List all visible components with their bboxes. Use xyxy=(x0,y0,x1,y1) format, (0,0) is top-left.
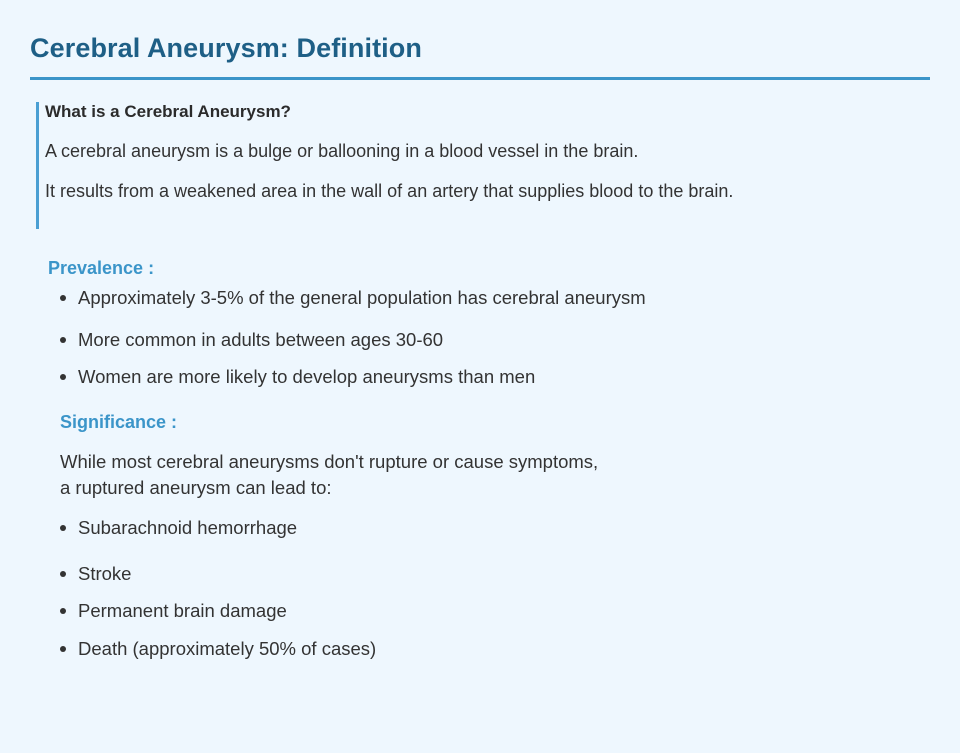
significance-intro-line: While most cerebral aneurysms don't rupture or cause symptoms, xyxy=(60,451,599,472)
prevalence-list-item xyxy=(60,329,443,351)
definition-block xyxy=(36,102,919,229)
bullet-icon xyxy=(60,646,66,652)
significance-item-text: Stroke xyxy=(78,563,132,584)
significance-list-item xyxy=(60,517,297,539)
title-divider xyxy=(30,77,930,80)
definition-line: It results from a weakened area in the wall of an artery that supplies blood to the brain. xyxy=(45,181,734,201)
bullet-icon xyxy=(60,608,66,614)
bullet-icon xyxy=(60,571,66,577)
significance-intro xyxy=(60,449,598,501)
definition-heading: What is a Cerebral Aneurysm? xyxy=(45,102,291,121)
significance-list-item xyxy=(60,563,131,585)
prevalence-list-item xyxy=(60,366,535,388)
definition-line: A cerebral aneurysm is a bulge or ballooning in a blood vessel in the brain. xyxy=(45,141,639,161)
significance-item-text: Death (approximately 50% of cases) xyxy=(78,638,377,659)
significance-list-item xyxy=(60,638,376,660)
significance-intro-line: a ruptured aneurysm can lead to: xyxy=(60,477,332,498)
significance-list-item xyxy=(60,600,287,622)
bullet-icon xyxy=(60,295,66,301)
prevalence-item-text: Approximately 3-5% of the general population has cerebral aneurysm xyxy=(78,287,646,308)
prevalence-list-item xyxy=(60,287,646,309)
bullet-icon xyxy=(60,374,66,380)
prevalence-item-text: Women are more likely to develop aneurysms than men xyxy=(78,366,536,387)
significance-item-text: Subarachnoid hemorrhage xyxy=(78,517,298,538)
page-title: Cerebral Aneurysm: Definition xyxy=(30,33,422,63)
significance-heading: Significance : xyxy=(60,412,178,432)
prevalence-heading: Prevalence : xyxy=(48,258,155,278)
bullet-icon xyxy=(60,525,66,531)
prevalence-item-text: More common in adults between ages 30-60 xyxy=(78,329,444,350)
bullet-icon xyxy=(60,337,66,343)
significance-item-text: Permanent brain damage xyxy=(78,600,287,621)
